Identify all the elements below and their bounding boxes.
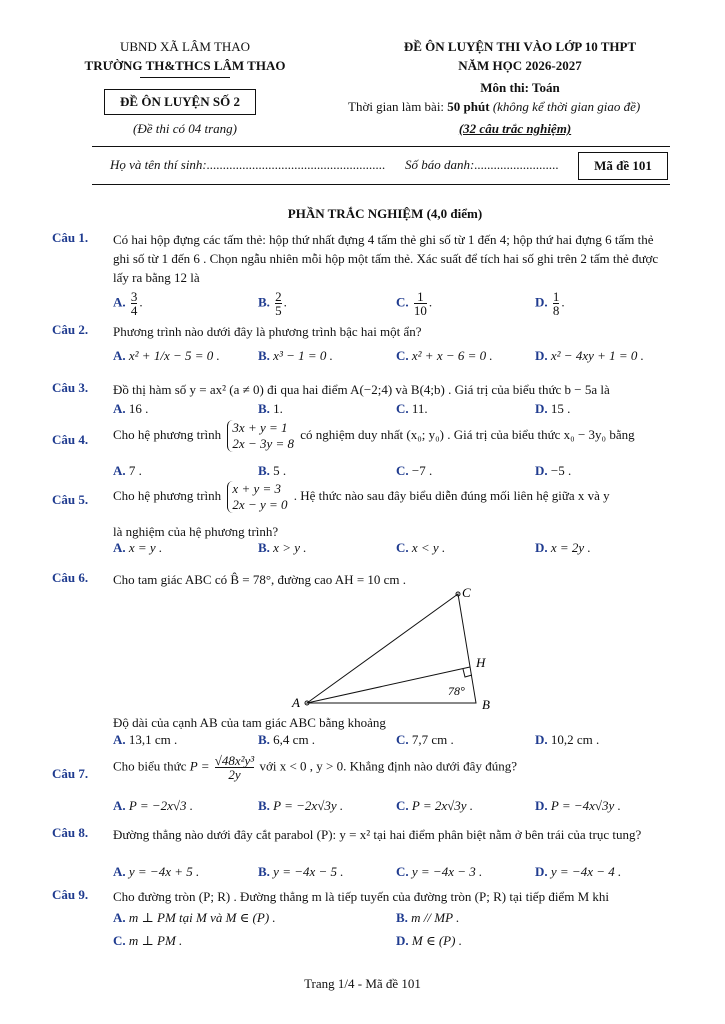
- header-divider-bottom: [92, 184, 670, 185]
- question-label: Câu 2.: [52, 322, 89, 337]
- question-text: Cho biểu thức P = $\frac{\text{√48x²y³}}{2y}$ với x < 0 , y > 0. Khẳng định nào dưới đây đúng?: [113, 753, 517, 782]
- time-value: 50 phút: [447, 99, 490, 114]
- option-c: C. x² + x − 6 = 0 .: [396, 348, 493, 363]
- option-c: C. $\frac{1}{10}$ .: [396, 289, 433, 318]
- option-b: B. m // MP .: [396, 910, 460, 925]
- option-d: D. $\frac{1}{8}$ .: [535, 289, 565, 318]
- option-b: B. P = −2x√3y .: [258, 798, 344, 813]
- option-d: D. x = 2y .: [535, 540, 591, 555]
- option-a: A. P = −2x√3 .: [113, 798, 194, 813]
- option-c: C. x < y .: [396, 540, 446, 555]
- exam-heading: ĐỀ ÔN LUYỆN THI VÀO LỚP 10 THPT: [403, 39, 637, 54]
- candidate-id-field: Số báo danh:..........................: [405, 157, 559, 172]
- equation-system: 3x + y = 1 2x − 3y = 8: [227, 420, 294, 452]
- school-underline: [140, 77, 230, 78]
- question-text-cont: là nghiệm của hệ phương trình?: [113, 524, 279, 539]
- school-authority: UBND XÃ LÂM THAO: [119, 39, 251, 54]
- section-title: PHẦN TRẮC NGHIỆM (4,0 điểm): [287, 206, 483, 221]
- question-label: Câu 3.: [52, 380, 89, 395]
- exam-title-box: ĐỀ ÔN LUYỆN SỐ 2: [104, 89, 256, 115]
- question-count: (32 câu trắc nghiệm): [458, 121, 572, 136]
- option-b: B. y = −4x − 5 .: [258, 864, 344, 879]
- option-b: B. $\frac{2}{5}$ .: [258, 289, 287, 318]
- option-a: A. $\frac{3}{4}$ .: [113, 289, 143, 318]
- question-text: Đồ thị hàm số y = ax² (a ≠ 0) đi qua hai điểm A(−2;4) và B(4;b) . Giá trị của biểu thức b − 5a là: [113, 382, 610, 397]
- option-d: D. y = −4x − 4 .: [535, 864, 622, 879]
- option-c: C. −7 .: [396, 463, 433, 478]
- option-a: A. x² + 1/x − 5 = 0 .: [113, 348, 220, 363]
- question-text: Cho hệ phương trình x + y = 3 2x − y = 0 . Hệ thức nào sau đây biểu diễn đúng mối liên hệ giữa x và y: [113, 481, 610, 512]
- question-label: Câu 1.: [52, 230, 89, 245]
- pages-note: (Đề thi có 04 trang): [133, 121, 237, 136]
- question-text-cont: Độ dài của cạnh AB của tam giác ABC bằng khoảng: [113, 715, 386, 730]
- question-label: Câu 5.: [52, 492, 89, 507]
- question-text: Cho đường tròn (P; R) . Đường thẳng m là tiếp tuyến của đường tròn (P; R) tại tiếp điểm M khi: [113, 889, 609, 904]
- triangle-figure: [290, 585, 500, 715]
- option-d: D. 15 .: [535, 401, 571, 416]
- question-label: Câu 7.: [52, 766, 89, 781]
- time-prefix: Thời gian làm bài:: [348, 99, 445, 114]
- angle-label: 78°: [448, 684, 465, 698]
- question-label: Câu 4.: [52, 432, 89, 447]
- option-c: C. P = 2x√3y .: [396, 798, 474, 813]
- option-a: A. m ⊥ PM tại M và M ∈ (P) .: [113, 910, 276, 925]
- question-text: Phương trình nào dưới đây là phương trình bậc hai một ẩn?: [113, 324, 422, 339]
- vertex-a: A: [292, 695, 300, 710]
- subject: Môn thi: Toán: [480, 80, 560, 95]
- question-label: Câu 9.: [52, 887, 89, 902]
- fraction-expression: $\frac{\text{√48x²y³}}{2y}$: [214, 753, 255, 782]
- option-a: A. y = −4x + 5 .: [113, 864, 200, 879]
- school-year: NĂM HỌC 2026-2027: [458, 58, 582, 73]
- option-a: A. 16 .: [113, 401, 149, 416]
- option-d: D. M ∈ (P) .: [396, 933, 462, 948]
- option-d: D. −5 .: [535, 463, 572, 478]
- question-label: Câu 8.: [52, 825, 89, 840]
- option-a: A. 13,1 cm .: [113, 732, 178, 747]
- option-d: D. P = −4x√3y .: [535, 798, 621, 813]
- option-c: C. 7,7 cm .: [396, 732, 454, 747]
- time-note: (không kể thời gian giao đề): [492, 99, 641, 114]
- page-footer: Trang 1/4 - Mã đề 101: [304, 976, 421, 991]
- question-text: Đường thẳng nào dưới đây cắt parabol (P): y = x² tại hai điểm phân biệt nằm ở bên trái của trục tung?: [113, 827, 642, 842]
- time-line: [348, 99, 688, 115]
- option-b: B. 5 .: [258, 463, 287, 478]
- question-text: Cho tam giác ABC có B̂ = 78°, đường cao AH = 10 cm .: [113, 572, 407, 587]
- option-c: C. m ⊥ PM .: [113, 933, 183, 948]
- candidate-name-field: Họ và tên thí sinh:.......................................................: [110, 157, 386, 172]
- option-d: D. x² − 4xy + 1 = 0 .: [535, 348, 644, 363]
- question-label: Câu 6.: [52, 570, 89, 585]
- header-divider-top: [92, 146, 670, 147]
- option-d: D. 10,2 cm .: [535, 732, 600, 747]
- option-a: A. 7 .: [113, 463, 142, 478]
- question-text: Có hai hộp đựng các tấm thẻ: hộp thứ nhất đựng 4 tấm thẻ ghi số từ 1 đến 4; hộp thứ hai đựng 6 tấm thẻ ghi số từ 1 đến 6 . Chọn ngẫu nhiên mỗi hộp một tấm thẻ. Xác suất để tích hai số ghi trên 2 tấm thẻ được lấy ra bằng 12 là: [113, 232, 659, 285]
- vertex-h: H: [476, 655, 486, 670]
- school-name: TRƯỜNG TH&THCS LÂM THAO: [84, 58, 286, 73]
- option-b: B. x > y .: [258, 540, 307, 555]
- option-b: B. 6,4 cm .: [258, 732, 316, 747]
- option-a: A. x = y .: [113, 540, 163, 555]
- exam-code-box: Mã đề 101: [578, 152, 668, 180]
- question-text: Cho hệ phương trình 3x + y = 1 2x − 3y = 8 có nghiệm duy nhất (x₀; y₀) . Giá trị của biểu thức x₀ − 3y₀ bằng: [113, 420, 635, 451]
- vertex-b: B: [482, 697, 490, 712]
- vertex-c: C: [462, 585, 471, 600]
- option-c: C. y = −4x − 3 .: [396, 864, 483, 879]
- option-b: B. 1.: [258, 401, 283, 416]
- equation-system: x + y = 3 2x − y = 0: [227, 481, 287, 513]
- option-c: C. 11.: [396, 401, 428, 416]
- option-b: B. x³ − 1 = 0 .: [258, 348, 333, 363]
